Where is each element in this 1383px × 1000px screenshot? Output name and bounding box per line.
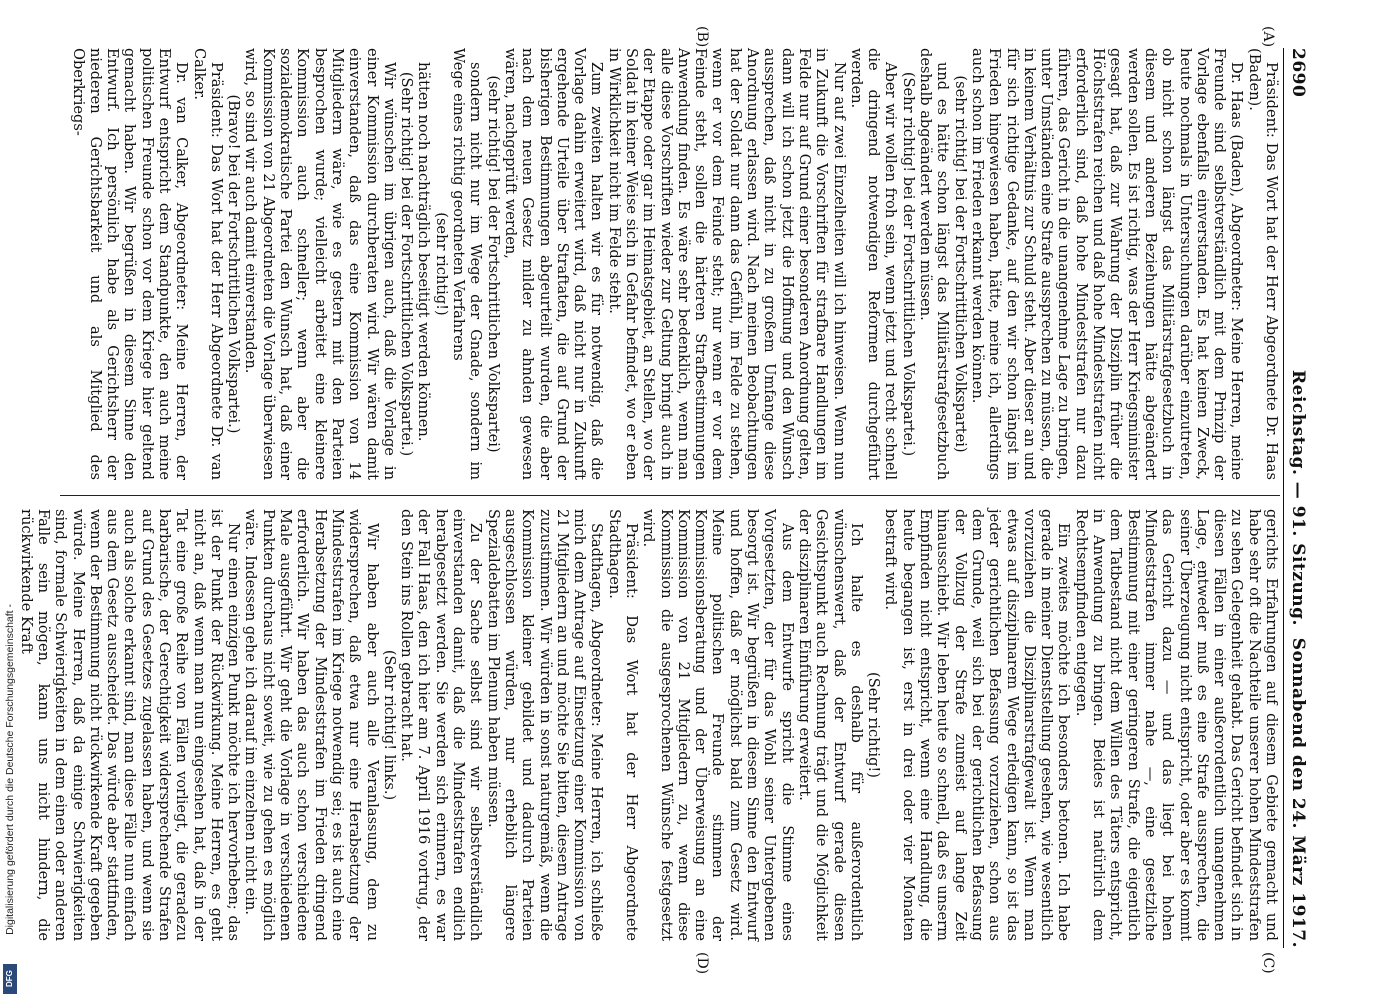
paragraph: Wir wünschen im übrigen auch, daß die Vorlage in einer Kommission durchberaten wird. Wir wären damit einverstanden, daß das eine Kommission von 14 Mitgliedern wäre, wie es gestern mit den Parteien besprochen wurde; vielleicht arbeitet eine kleinere Kommission auch schneller; wenn aber die sozialdemokratische Partei den Wunsch hat, daß einer Kommission von 21 Abgeordneten die Vorlage überwiesen wird, so sind wir auch damit einverstanden.	[242, 48, 398, 480]
paragraph: Stadthagen, Abgeordneter: Meine Herren, ich schließe mich dem Antrage auf Einsetzung einer Kommission von 21 Mitgliedern an und möchte Sie bitten, diesem Antrage zuzustimmen. Wir würden in sonst naturgemäß, wenn die Kommission kleiner gebildet und dadurch Parteien ausgeschlossen würden, nur erheblich längere Spezialdebatten im Plenum haben müssen.	[484, 509, 606, 941]
interjection: (Sehr richtig! bei der Fortschrittlichen Volkspartei.)	[398, 71, 416, 457]
interjection: (sehr richtig! bei der Fortschrittlichen Volkspartei)	[484, 75, 502, 453]
session-date: Sonnabend den 24. März 1917.	[1288, 637, 1308, 948]
paragraph: und es hätte schon längst das Militärstrafgesetzbuch deshalb abgeändert werden müssen.	[917, 48, 952, 480]
column-divider	[60, 495, 1280, 496]
paragraph: hätten noch nachträglich beseitigt werden können.	[415, 62, 433, 442]
digitization-note: Digitalisierung gefördert durch die Deutsche Forschungsgemeinschaft -	[4, 604, 16, 935]
margin-mark-d: (D)	[694, 952, 710, 975]
paragraph: sondern nicht nur im Wege der Gnade, sondern im Wege eines richtig geordneten Verfahrens	[450, 48, 485, 480]
paragraph: Ein zweites möchte ich besonders betonen. Ich habe gerade in meiner Dienststellung gesehen, wie wesentlich vorzuziehen die Disziplinarstrafgewalt ist. Wenn man etwas auf disziplinarem Wege erledigen kann, so ist das jeder gerichtlichen Befassung vorzuziehen, schon aus dem Grunde, weil sich bei der gerichtlichen Befassung der Vollzug der Strafe zumeist auf lange Zeit hinausschiebt. Wir leben heute so schnell, daß es unserm Empfinden nicht entspricht, wenn eine Handlung, die heute begangen ist, erst in drei oder vier Monaten bestraft wird.	[882, 509, 1073, 941]
dfg-logo: DFG	[3, 964, 17, 994]
margin-mark-b: (B)	[694, 26, 710, 48]
paragraph: Präsident: Das Wort hat der Herr Abgeordnete Dr. Haas (Baden).	[1245, 48, 1280, 480]
paragraph: Wir haben aber auch alle Veranlassung, dem zu widersprechen, daß etwa nur eine Herabsetzung der Mindeststrafen im Kriege notwendig sei; es ist auch eine Herabsetzung der Mindeststrafen im Frieden dringend erforderlich. Wir haben das auch schon verschiedene Male ausgeführt. Wir geht die Vorlage in verschiedenen Punkten durchaus nicht soweit, wie zu gehen es möglich wäre. Indessen gehe ich darauf im einzelnen nicht ein.	[242, 509, 381, 941]
paragraph: gerichts Erfahrungen auf diesem Gebiete gemacht und habe sehr oft die Nachteile unserer hohen Mindeststrafen zu sehen Gelegenheit gehabt. Das Gericht befindet sich in diesen Fällen in einer außerordentlich unangenehmen Lage, entweder muß es eine Strafe aussprechen, die seiner Überzeugung nicht entspricht, oder aber es kommt das Gericht dazu — und das liegt bei hohen Mindeststrafen immer nahe —, eine gesetzliche Bestimmung mit einer geringeren Strafe, die eigentlich dem Tatbestand nicht dem Willen des Täters entspricht, in Anwendung zu bringen. Beides ist natürlich dem Rechtsempfinden entgegen.	[1072, 509, 1280, 941]
left-column	[60, 48, 1280, 480]
session-title: Reichstag. — 91. Sitzung.	[1288, 370, 1308, 626]
page-header	[1283, 48, 1310, 948]
paragraph: Zu der Sache selbst sind wir selbstverständlich einverstanden damit, daß die Mindeststrafen endlich herabgesetzt werden. Sie werden sich erinnern, es war der Fall Haas, den ich hier am 7. April 1916 vortrug, der den Stein ins Rollen gebracht hat.	[398, 509, 485, 941]
paragraph: Aber wir wollen froh sein, wenn jetzt und recht schnell die dringend notwendigen Reformen durchgeführt werden.	[847, 48, 900, 480]
paragraph: Aus dem Entwurfe spricht die Stimme eines Vorgesetzten, der für das Wohl seiner Untergebenen besorgt ist. Wir begrüßen in diesem Sinne den Entwurf und hoffen, daß er möglichst bald zum Gesetz wird. Meine politischen Freunde stimmen der Kommissionsberatung und der Überweisung an eine Kommission von 21 Mitgliedern zu, wenn diese Kommission die ausgesprochenen Wünsche festgesetzt wird.	[640, 509, 796, 941]
interjection: (Sehr richtig! links.)	[380, 649, 398, 801]
interjection: (Sehr richtig!)	[865, 672, 883, 778]
interjection: (Sehr richtig! bei der Fortschrittlichen Volkspartei.)	[899, 71, 917, 457]
paragraph: Nur auf zwei Einzelheiten will ich hinweisen. Wenn nun in Zukunft die Vorschriften für strafbare Handlungen im Felde nur auf Grund einer besonderen Anordnung gelten, dann will ich schon jetzt die Hoffnung und den Wunsch aussprechen, daß nicht in zu großem Umfange diese Anordnung erlassen wird. Nach meinen Beobachtungen hat der Soldat nur dann das Gefühl, im Felde zu stehen, wenn er vor dem Feinde steht; nur wenn er vor dem Feinde steht, sollen die härteren Strafbestimmungen Anwendung finden. Es wäre sehr bedenklich, wenn man alle diese Vorschriften wieder zur Geltung bringt auch in der Etappe oder gar im Heimatsgebiet, an Stellen, wo der Soldat in keiner Weise sich in Gefahr befindet, wo er eben in Wirklichkeit nicht im Felde steht.	[605, 48, 848, 480]
margin-mark-c: (C)	[1260, 952, 1276, 974]
interjection: (sehr richtig!)	[432, 212, 450, 316]
interjection: (Bravo! bei der Fortschrittlichen Volkspartei.)	[225, 94, 243, 434]
interjection: (sehr richtig! bei der Fortschrittlichen Volkspartei)	[951, 75, 969, 453]
paragraph: Präsident: Das Wort hat der Herr Abgeordnete Stadthagen.	[605, 509, 641, 941]
paragraph: Zum zweiten halten wir es für notwendig, daß die Vorlage dahin erweitert wird, daß nicht nur in Zukunft ergehende Urteile über Straftaten, die auf Grund der bisherigen Bestimmungen abgeurteilt wurden, die aber nach dem neuen Gesetz milder zu ahnden gewesen wären, nachgeprüft werden,	[501, 48, 606, 480]
paragraph: Dr. Haas (Baden), Abgeordneter: Meine Herren, meine Freunde sind selbstverständlich mit dem Prinzip der Vorlage ebenfalls einverstanden. Es hat keinen Zweck, heute nochmals in Untersuchungen darüber einzutreten, ob nicht schon längst das Militärstrafgesetzbuch in diesem und anderen Beziehungen hätte abgeändert werden sollen. Es ist richtig, was der Herr Kriegsminister gesagt hat, daß zur Wahrung der Disziplin früher die Höchststrafen reichen und daß hohe Mindeststrafen nicht erforderlich sind, daß hohe Mindeststrafen nur dazu führen, das Gericht in die unangenehme Lage zu bringen, unter Umständen eine Strafe aussprechen zu müssen, die in keinem Verhältnis zur Schuld steht. Aber dieser an und für sich richtige Gedanke, auf den wir schon längst im Frieden hingewiesen haben, hätte, meine ich, allerdings auch schon im Frieden erkannt werden können.	[968, 48, 1246, 480]
margin-mark-a: (A)	[1260, 26, 1276, 48]
paragraph: Präsident: Das Wort hat der Herr Abgeordnete Dr. van Calker.	[190, 48, 225, 480]
rotated-page	[17, 26, 1310, 975]
right-column	[17, 509, 1280, 941]
paragraph: Nur einen einzigen Punkt möchte ich hervorheben; das ist der Punkt der Rückwirkung. Meine Herren, es geht nicht an, daß wenn man nun eingesehen hat, daß in der Tat eine große Reihe von Fällen vorliegt, die geradezu barbarische, der Gerechtigkeit widersprechende Strafen auf Grund des Gesetzes zugelassen haben, und wenn sie auch als solche erkannt sind, man diese Fälle nun einfach aus dem Gesetz ausscheidet. Das würde aber stattfinden, wenn der Bestimmung nicht rückwirkende Kraft gegeben würde. Meine Herren, daß da einige Schwierigkeiten sind, formale Schwierigkeiten in dem einen oder anderen Falle sein mögen, kann uns nicht hindern, die rückwirkende Kraft	[17, 509, 243, 941]
paragraph: Dr. van Calker, Abgeordneter: Meine Herren, der Entwurf entspricht dem Standpunkte, den auch meine politischen Freunde schon vor dem Kriege hier geltend gemacht haben. Wir begrüßen in diesem Sinne den Entwurf. Ich persönlich habe als Gerichtsherr der niederen Gerichtsbarkeit und als Mitglied des Oberkriegs-	[69, 48, 191, 480]
paragraph: Ich halte es deshalb für außerordentlich wünschenswert, daß der Entwurf gerade diesen Gesichtspunkt auch Rechnung trägt und die Möglichkeit der disziplinaren Einführung erweitert.	[795, 509, 865, 941]
page-number: 2690	[1288, 48, 1308, 98]
